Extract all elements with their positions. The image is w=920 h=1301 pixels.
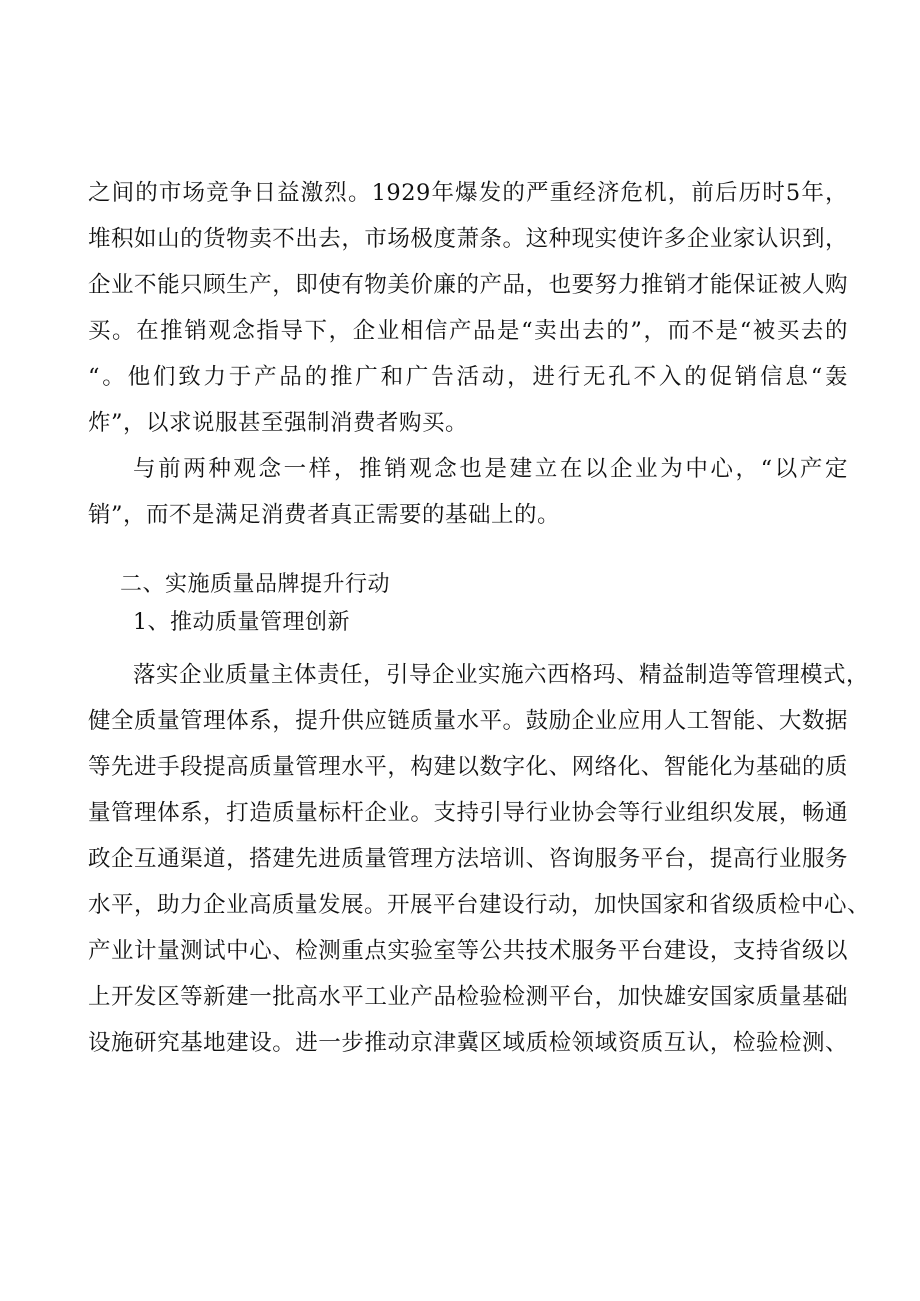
text-line: 炸”，以求说服甚至强制消费者购买。 [88,410,469,436]
document-body [88,170,871,1066]
text-line: “。他们致力于产品的推广和广告活动，进行无孔不入的促销信息“轰 [88,364,848,390]
text-line: 等先进手段提高质量管理水平，构建以数字化、网络化、智能化为基础的质 [88,754,848,780]
text-line: 堆积如山的货物卖不出去，市场极度萧条。这种现实使许多企业家认识到， [88,226,848,252]
text-line: 政企互通渠道，搭建先进质量管理方法培训、咨询服务平台，提高行业服务 [88,846,848,872]
section-heading: 二、实施质量品牌提升行动 [120,572,391,597]
text-line: 上开发区等新建一批高水平工业产品检验检测平台，加快雄安国家质量基础 [88,984,848,1010]
paragraph-market-competition [88,170,848,446]
text-line: 产业计量测试中心、检测重点实验室等公共技术服务平台建设，支持省级以 [88,938,848,964]
paragraph-sales-concept [88,446,848,538]
text-line: 企业不能只顾生产，即使有物美价廉的产品，也要努力推销才能保证被人购 [88,272,848,298]
spacer [88,538,848,566]
text-line: 量管理体系，打造质量标杆企业。支持引导行业协会等行业组织发展，畅通 [88,800,848,826]
text-line: 水平，助力企业高质量发展。开展平台建设行动，加快国家和省级质检中心、 [88,892,871,918]
text-line: 销”，而不是满足消费者真正需要的基础上的。 [88,502,561,528]
text-line: 买。在推销观念指导下，企业相信产品是“卖出去的”，而不是“被买去的 [88,318,848,344]
text-line: 与前两种观念一样，推销观念也是建立在以企业为中心，“以产定 [133,456,848,482]
paragraph-quality-management [88,652,871,1066]
text-line: 健全质量管理体系，提升供应链质量水平。鼓励企业应用人工智能、大数据 [88,708,848,734]
subsection-heading: 1、推动质量管理创新 [133,610,350,635]
text-line: 落实企业质量主体责任，引导企业实施六西格玛、精益制造等管理模式， [133,662,870,688]
text-line: 之间的市场竞争日益激烈。1929年爆发的严重经济危机，前后历时5年， [88,180,848,206]
text-line: 设施研究基地建设。进一步推动京津冀区域质检领域资质互认，检验检测、 [88,1030,848,1056]
